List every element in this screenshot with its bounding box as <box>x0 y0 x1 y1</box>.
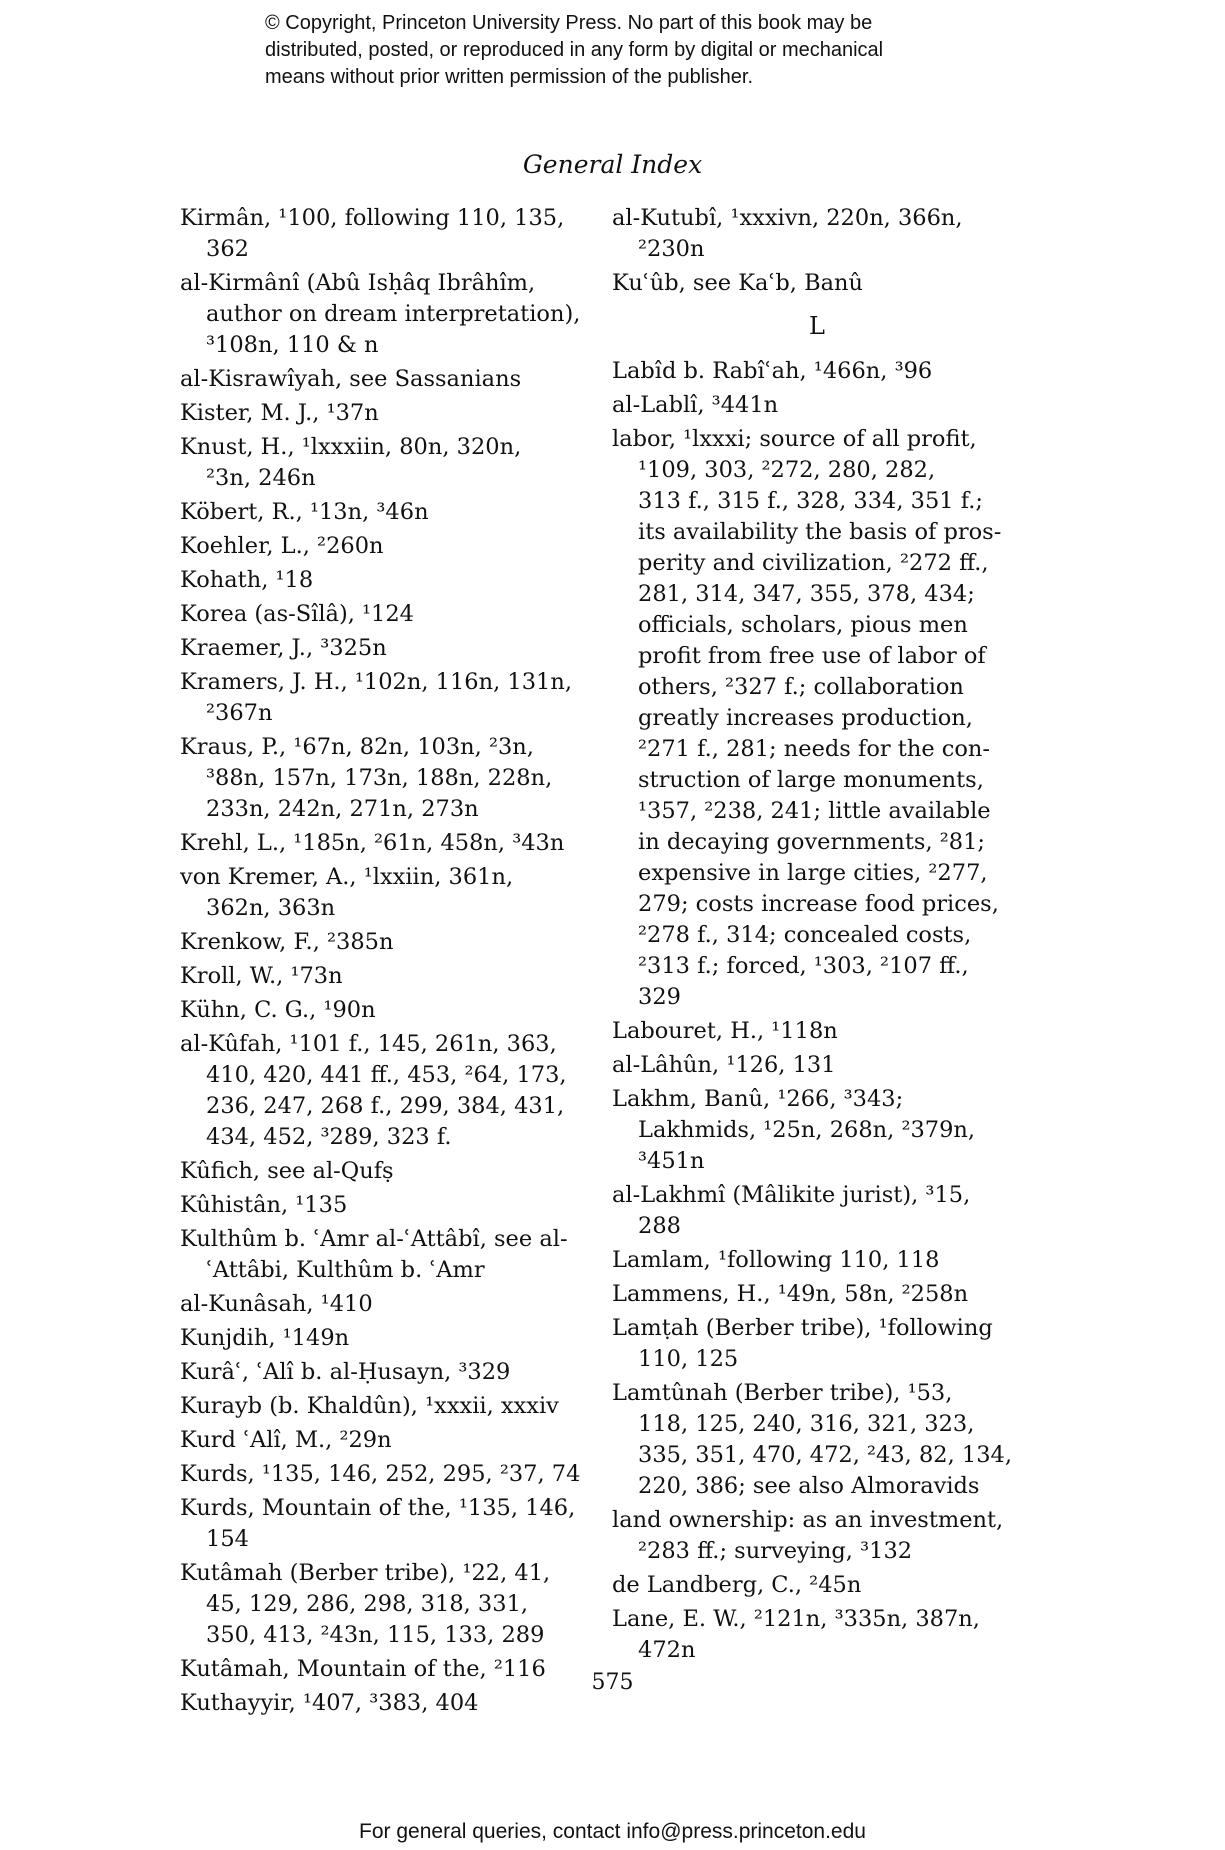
index-entry <box>180 1323 600 1354</box>
index-entry <box>180 927 600 958</box>
index-entry-continuation: ²283 ff.; surveying, ³132 <box>638 1538 913 1564</box>
index-entries-l <box>612 356 1022 1666</box>
copyright-notice <box>265 10 1025 91</box>
index-entry-heading: al-Lâhûn, ¹126, 131 <box>612 1052 836 1078</box>
index-entry <box>180 828 600 859</box>
index-entries-k <box>612 203 1022 299</box>
index-entry-continuation: ³451n <box>638 1148 705 1174</box>
index-entry-heading: Kuthayyir, ¹407, ³383, 404 <box>180 1690 479 1716</box>
index-entry-heading: al-Kirmânî (Abû Isḥâq Ibrâhîm, <box>180 270 536 296</box>
index-entry-continuation: 233n, 242n, 271n, 273n <box>206 796 479 822</box>
copyright-line: distributed, posted, or reproduced in any form by digital or mechanical <box>265 39 884 61</box>
index-column-left <box>180 203 600 1722</box>
index-entry <box>612 1245 1022 1276</box>
index-entry <box>180 995 600 1026</box>
index-entry-continuation: in decaying governments, ²81; <box>638 829 986 855</box>
index-entry-continuation: 362 <box>206 236 249 262</box>
index-entry-continuation: 220, 386; see also Almoravids <box>638 1473 980 1499</box>
index-entry <box>612 268 1022 299</box>
index-entry-heading: Kuʿûb, see Kaʿb, Banû <box>612 270 864 296</box>
index-entry <box>180 565 600 596</box>
index-entry-heading: Kramers, J. H., ¹102n, 116n, 131n, <box>180 669 572 695</box>
index-entry <box>180 1459 600 1490</box>
index-entry <box>612 1050 1022 1081</box>
index-entry-heading: Kühn, C. G., ¹90n <box>180 997 376 1023</box>
index-entry-continuation: perity and civilization, ²272 ff., <box>638 550 989 576</box>
index-entry-heading: al-Kutubî, ¹xxxivn, 220n, 366n, <box>612 205 963 231</box>
index-entry-continuation: 110, 125 <box>638 1346 739 1372</box>
index-entry-heading: Kûfich, see al-Qufṣ <box>180 1158 394 1184</box>
index-entry <box>612 1180 1022 1242</box>
index-entry <box>180 1357 600 1388</box>
index-entry <box>612 424 1022 1013</box>
index-entry-continuation: 350, 413, ²43n, 115, 133, 289 <box>206 1622 545 1648</box>
index-entry <box>180 268 600 361</box>
index-entry-heading: Labouret, H., ¹118n <box>612 1018 838 1044</box>
index-entry-continuation: ²230n <box>638 236 705 262</box>
index-entry-heading: Lamṭah (Berber tribe), ¹following <box>612 1315 993 1341</box>
index-entry-heading: Kraus, P., ¹67n, 82n, 103n, ²3n, <box>180 734 534 760</box>
index-entry <box>180 862 600 924</box>
index-entry <box>180 1190 600 1221</box>
index-entry <box>612 203 1022 265</box>
running-head: General Index <box>522 150 703 179</box>
index-entry-heading: Lane, E. W., ²121n, ³335n, 387n, <box>612 1606 980 1632</box>
index-entry-continuation: 236, 247, 268 f., 299, 384, 431, <box>206 1093 565 1119</box>
index-entry-heading: Kunjdih, ¹149n <box>180 1325 350 1351</box>
index-entry-heading: Lakhm, Banû, ¹266, ³343; <box>612 1086 904 1112</box>
footer-contact: For general queries, contact info@press.princeton.edu <box>359 1820 866 1843</box>
index-entry-continuation: officials, scholars, pious men <box>638 612 968 638</box>
index-entry <box>180 398 600 429</box>
copyright-line: © Copyright, Princeton University Press. No part of this book may be <box>265 12 873 34</box>
index-entry <box>180 633 600 664</box>
index-entry <box>180 531 600 562</box>
index-entry-heading: Köbert, R., ¹13n, ³46n <box>180 499 429 525</box>
index-entry-continuation: Lakhmids, ¹25n, 268n, ²379n, <box>638 1117 976 1143</box>
index-entry-heading: Kurâʿ, ʿAlî b. al-Ḥusayn, ³329 <box>180 1359 511 1385</box>
index-entry <box>612 1505 1022 1567</box>
index-entry <box>612 1313 1022 1375</box>
index-entry-heading: Kister, M. J., ¹37n <box>180 400 379 426</box>
index-entry-heading: Knust, H., ¹lxxxiin, 80n, 320n, <box>180 434 522 460</box>
index-entry-continuation: ¹109, 303, ²272, 280, 282, <box>638 457 936 483</box>
index-entry <box>612 1016 1022 1047</box>
index-entry <box>612 1084 1022 1177</box>
index-entry <box>612 1604 1022 1666</box>
section-letter: L <box>809 312 825 340</box>
index-entry <box>180 599 600 630</box>
index-entry-heading: Krehl, L., ¹185n, ²61n, 458n, ³43n <box>180 830 565 856</box>
index-entry-continuation: 288 <box>638 1213 681 1239</box>
index-entry-heading: al-Lablî, ³441n <box>612 392 779 418</box>
index-entry <box>180 1425 600 1456</box>
index-entry-continuation: ²278 f., 314; concealed costs, <box>638 922 972 948</box>
index-entry-heading: Korea (as-Sîlâ), ¹124 <box>180 601 414 627</box>
index-entry <box>180 1391 600 1422</box>
index-entry-continuation: 410, 420, 441 ff., 453, ²64, 173, <box>206 1062 567 1088</box>
index-entry-continuation: 434, 452, ³289, 323 f. <box>206 1124 452 1150</box>
index-entry-heading: Koehler, L., ²260n <box>180 533 384 559</box>
index-entry-heading: al-Kûfah, ¹101 f., 145, 261n, 363, <box>180 1031 557 1057</box>
index-entry-heading: Kohath, ¹18 <box>180 567 314 593</box>
index-entry-continuation: greatly increases production, <box>638 705 973 731</box>
index-entry <box>612 356 1022 387</box>
index-entry-continuation: 279; costs increase food prices, <box>638 891 999 917</box>
index-entry <box>180 364 600 395</box>
index-entry <box>180 1224 600 1286</box>
index-entry <box>180 432 600 494</box>
index-entry-heading: Kurds, Mountain of the, ¹135, 146, <box>180 1495 576 1521</box>
index-entry <box>180 497 600 528</box>
index-entry-continuation: others, ²327 f.; collaboration <box>638 674 964 700</box>
index-entry-continuation: ³88n, 157n, 173n, 188n, 228n, <box>206 765 553 791</box>
index-entry-heading: Kurayb (b. Khaldûn), ¹xxxii, xxxiv <box>180 1393 559 1419</box>
index-entry-continuation: ²313 f.; forced, ¹303, ²107 ff., <box>638 953 969 979</box>
index-entry-heading: Kutâmah, Mountain of the, ²116 <box>180 1656 546 1682</box>
index-entry <box>612 1279 1022 1310</box>
index-entry <box>180 1156 600 1187</box>
index-entry <box>612 1378 1022 1502</box>
index-entry-heading: Labîd b. Rabîʿah, ¹466n, ³96 <box>612 358 933 384</box>
index-entry-continuation: ³108n, 110 & n <box>206 332 379 358</box>
index-entry-heading: Kûhistân, ¹135 <box>180 1192 348 1218</box>
index-entry <box>180 1558 600 1651</box>
index-entry-continuation: 281, 314, 347, 355, 378, 434; <box>638 581 975 607</box>
index-entry-heading: Kirmân, ¹100, following 110, 135, <box>180 205 565 231</box>
index-entry-heading: de Landberg, C., ²45n <box>612 1572 862 1598</box>
index-entry-heading: Kutâmah (Berber tribe), ¹22, 41, <box>180 1560 551 1586</box>
index-entry-continuation: 45, 129, 286, 298, 318, 331, <box>206 1591 529 1617</box>
index-entry <box>180 961 600 992</box>
index-entry-continuation: struction of large monuments, <box>638 767 984 793</box>
index-entry-continuation: ²367n <box>206 700 273 726</box>
index-entry-heading: Lamtûnah (Berber tribe), ¹53, <box>612 1380 953 1406</box>
index-entry-continuation: author on dream interpretation), <box>206 301 581 327</box>
index-entry-continuation: ²271 f., 281; needs for the con- <box>638 736 991 762</box>
index-entry-heading: Kroll, W., ¹73n <box>180 963 343 989</box>
copyright-line: means without prior written permission of the publisher. <box>265 66 754 88</box>
index-entry-heading: von Kremer, A., ¹lxxiin, 361n, <box>180 864 514 890</box>
index-entry <box>180 1493 600 1555</box>
index-entry <box>612 1570 1022 1601</box>
index-entry-heading: Lammens, H., ¹49n, 58n, ²258n <box>612 1281 969 1307</box>
index-entry-continuation: 335, 351, 470, 472, ²43, 82, 134, <box>638 1442 1012 1468</box>
index-entry <box>180 667 600 729</box>
index-entry-continuation: ²3n, 246n <box>206 465 316 491</box>
index-entry <box>180 1029 600 1153</box>
index-entry-continuation: ¹357, ²238, 241; little available <box>638 798 991 824</box>
index-entry-heading: al-Kisrawîyah, see Sassanians <box>180 366 522 392</box>
index-entry-continuation: 313 f., 315 f., 328, 334, 351 f.; <box>638 488 984 514</box>
index-entry-heading: labor, ¹lxxxi; source of all profit, <box>612 426 977 452</box>
index-entry-heading: Kurd ʿAlî, M., ²29n <box>180 1427 392 1453</box>
index-entry-continuation: profit from free use of labor of <box>638 643 986 669</box>
index-entry <box>180 1289 600 1320</box>
index-entry-heading: Kulthûm b. ʿAmr al-ʿAttâbî, see al- <box>180 1226 568 1252</box>
index-entry-continuation: ʿAttâbi, Kulthûm b. ʿAmr <box>206 1257 485 1283</box>
page-number: 575 <box>591 1670 634 1695</box>
index-entry-heading: Krenkow, F., ²385n <box>180 929 394 955</box>
index-entry-heading: Kraemer, J., ³325n <box>180 635 387 661</box>
index-entry-continuation: its availability the basis of pros- <box>638 519 1002 545</box>
index-entry-continuation: 154 <box>206 1526 249 1552</box>
index-entry-heading: land ownership: as an investment, <box>612 1507 1004 1533</box>
index-entry-heading: Lamlam, ¹following 110, 118 <box>612 1247 940 1273</box>
index-entry <box>612 390 1022 421</box>
index-entry-continuation: expensive in large cities, ²277, <box>638 860 988 886</box>
index-entry <box>180 203 600 265</box>
index-entry-heading: al-Kunâsah, ¹410 <box>180 1291 373 1317</box>
index-entry <box>180 732 600 825</box>
index-entry-continuation: 329 <box>638 984 681 1010</box>
index-entry-continuation: 472n <box>638 1637 696 1663</box>
index-entry-continuation: 362n, 363n <box>206 895 336 921</box>
index-entry-continuation: 118, 125, 240, 316, 321, 323, <box>638 1411 975 1437</box>
index-entry-heading: Kurds, ¹135, 146, 252, 295, ²37, 74 <box>180 1461 581 1487</box>
index-entry-heading: al-Lakhmî (Mâlikite jurist), ³15, <box>612 1182 971 1208</box>
index-column-right <box>612 203 1022 1669</box>
